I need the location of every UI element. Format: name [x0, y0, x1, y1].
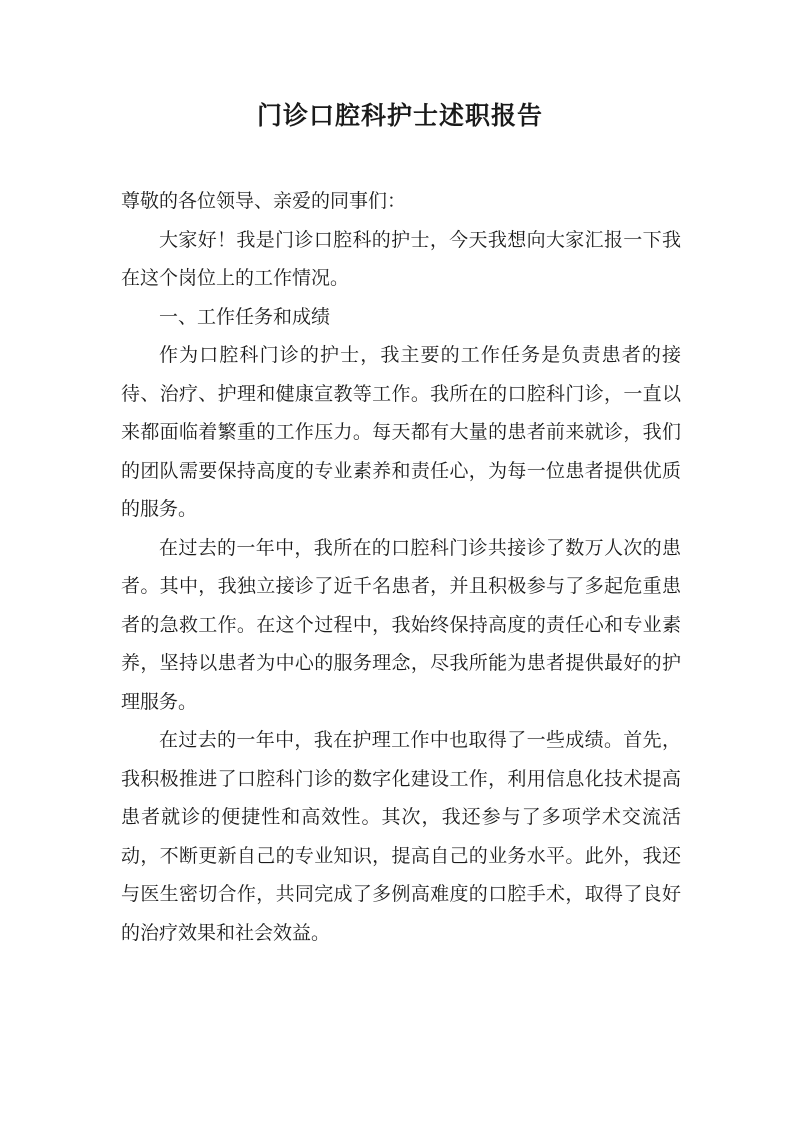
paragraph-intro: 大家好！我是门诊口腔科的护士，今天我想向大家汇报一下我在这个岗位上的工作情况。	[121, 228, 681, 289]
document-title: 门诊口腔科护士述职报告	[256, 101, 543, 130]
section-heading-work-tasks: 一、工作任务和成绩	[159, 305, 331, 328]
paragraph-work-tasks: 作为口腔科门诊的护士，我主要的工作任务是负责患者的接待、治疗、护理和健康宣教等工作。我所在的口腔科门诊，一直以来都面临着繁重的工作压力。每天都有大量的患者前来就诊，我们的团队需要保持高度的专业素养和责任心，为每一位患者提供优质的服务。	[121, 344, 681, 520]
greeting-line: 尊敬的各位领导、亲爱的同事们：	[121, 190, 407, 212]
paragraph-annual-volume: 在过去的一年中，我所在的口腔科门诊共接诊了数万人次的患者。其中，我独立接诊了近千名患者，并且积极参与了多起危重患者的急救工作。在这个过程中，我始终保持高度的责任心和专业素养，坚持以患者为中心的服务理念，尽我所能为患者提供最好的护理服务。	[121, 536, 681, 713]
paragraph-achievements: 在过去的一年中，我在护理工作中也取得了一些成绩。首先，我积极推进了口腔科门诊的数字化建设工作，利用信息化技术提高患者就诊的便捷性和高效性。其次，我还参与了多项学术交流活动，不断更新自己的专业知识，提高自己的业务水平。此外，我还与医生密切合作，共同完成了多例高难度的口腔手术，取得了良好的治疗效果和社会效益。	[121, 729, 681, 944]
document-body	[121, 182, 681, 952]
